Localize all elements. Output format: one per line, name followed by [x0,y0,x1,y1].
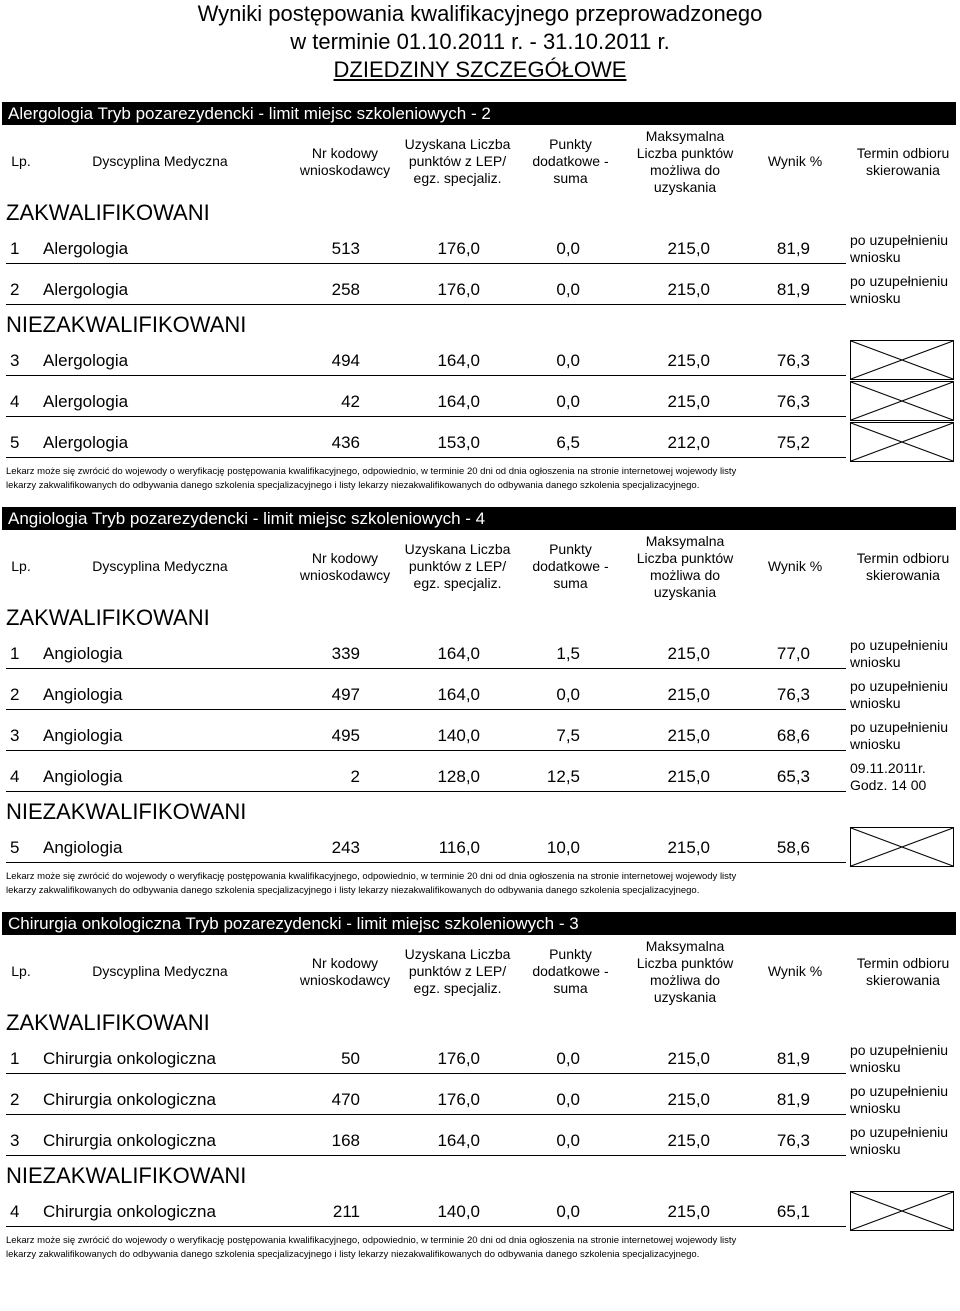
cell-wynik: 81,9 [776,1049,810,1068]
table-row [0,674,960,715]
cell-uzyskana: 164,0 [437,685,480,704]
col-lp: Lp. [11,558,31,574]
cell-uzyskana: 140,0 [437,1202,480,1221]
cell-maks: 215,0 [667,1049,710,1068]
section-2 [0,493,960,898]
cell-termin: po uzupełnieniu wniosku [850,273,949,306]
cell-uzyskana: 176,0 [437,1049,480,1068]
row-underline [6,709,846,710]
not-qualified-label: NIEZAKWALIFIKOWANI [6,1163,247,1188]
col-wynik: Wynik % [767,558,823,574]
cell-lp: 5 [10,433,20,452]
appeal-note [0,1234,960,1262]
col-dyscyplina: Dyscyplina Medyczna [92,558,228,574]
table-row [0,228,960,269]
crossed-box [850,422,954,462]
col-uzyskana: Uzyskana Liczba punktów z LEP/ egz. specjaliz. [404,541,511,591]
col-termin: Termin odbioru skierowania [856,549,950,583]
table-row [0,340,960,381]
document-header [0,0,960,102]
cell-lp: 3 [10,1131,20,1150]
section-gap [0,493,960,507]
title-line-2: w terminie 01.10.2011 r. - 31.10.2011 r. [290,29,670,54]
col-uzyskana: Uzyskana Liczba punktów z LEP/ egz. specjaliz. [404,136,511,186]
row-underline [6,1114,846,1115]
cell-maks: 215,0 [667,239,710,258]
col-maks: Maksymalna Liczba punktów możliwa do uzyskania [636,532,734,600]
column-headers [0,935,960,1008]
cell-termin: po uzupełnieniu wniosku [850,1124,949,1157]
cell-uzyskana: 176,0 [437,280,480,299]
section-1 [0,102,960,493]
cell-wynik: 68,6 [776,726,810,745]
cell-dyscyplina: Chirurgia onkologiczna [43,1131,216,1150]
cell-nr: 168 [331,1131,360,1150]
cell-dyscyplina: Chirurgia onkologiczna [43,1090,216,1109]
cell-uzyskana: 128,0 [437,767,480,786]
cell-punkty: 0,0 [556,392,580,411]
col-punkty: Punkty dodatkowe - suma [532,946,609,996]
cell-lp: 1 [10,239,20,258]
cell-dyscyplina: Angiologia [43,644,123,663]
table-row [0,633,960,674]
row-underline [6,416,846,417]
cell-nr: 211 [332,1202,360,1221]
cell-termin: po uzupełnieniu wniosku [850,678,949,711]
cell-lp: 1 [10,644,20,663]
cell-maks: 215,0 [667,685,710,704]
cell-maks: 215,0 [667,1131,710,1150]
cell-wynik: 75,2 [776,433,810,452]
appeal-note [0,465,960,493]
table-row [0,827,960,868]
title-line-3: DZIEDZINY SZCZEGÓŁOWE [333,57,627,82]
cell-termin: po uzupełnieniu wniosku [850,232,949,265]
col-dyscyplina: Dyscyplina Medyczna [92,153,228,169]
cell-punkty: 10,0 [546,838,580,857]
title-line-1: Wyniki postępowania kwalifikacyjnego przeprowadzonego [197,1,763,26]
cell-lp: 2 [10,280,20,299]
col-wynik: Wynik % [767,963,823,979]
cell-punkty: 0,0 [556,1131,580,1150]
cell-wynik: 58,6 [776,838,810,857]
cell-maks: 215,0 [667,1202,710,1221]
col-punkty: Punkty dodatkowe - suma [532,541,609,591]
cell-termin: 09.11.2011r. Godz. 14 00 [850,760,927,793]
cell-punkty: 0,0 [556,280,580,299]
cell-maks: 215,0 [667,1090,710,1109]
col-punkty: Punkty dodatkowe - suma [532,136,609,186]
table-row [0,381,960,422]
col-maks: Maksymalna Liczba punktów możliwa do uzyskania [636,937,734,1005]
cell-nr: 495 [331,726,360,745]
appeal-note [0,870,960,898]
row-underline [6,457,846,458]
cell-termin: po uzupełnieniu wniosku [850,1083,949,1116]
section-header: Chirurgia onkologiczna Tryb pozarezydencki - limit miejsc szkoleniowych - 3 [2,912,956,935]
cell-punkty: 0,0 [556,1090,580,1109]
cell-lp: 3 [10,726,20,745]
cell-dyscyplina: Alergologia [43,351,129,370]
cell-uzyskana: 164,0 [437,351,480,370]
cell-punkty: 0,0 [556,239,580,258]
cell-maks: 215,0 [667,767,710,786]
cell-wynik: 76,3 [776,685,810,704]
crossed-box [850,1191,954,1231]
cell-lp: 1 [10,1049,20,1068]
col-maks: Maksymalna Liczba punktów możliwa do uzyskania [636,127,734,195]
cell-uzyskana: 164,0 [437,392,480,411]
table-row [0,756,960,797]
col-lp: Lp. [11,153,31,169]
cell-wynik: 81,9 [776,239,810,258]
row-underline [6,263,846,264]
appeal-note-line-1: Lekarz może się zwrócić do wojewody o weryfikację postępowania kwalifikacyjnego, odpowiednio, w terminie 20 dni od dnia ogłoszenia na stronie internetowej wojewody listy [6,1235,737,1246]
row-underline [6,750,846,751]
cell-punkty: 0,0 [556,351,580,370]
cell-wynik: 76,3 [776,351,810,370]
appeal-note-line-2: lekarzy zakwalifikowanych do odbywania danego szkolenia specjalizacyjnego i listy lekarzy niezakwalifikowanych do odbywania danego szkolenia specjalizacyjnego. [6,480,700,491]
cell-nr: 2 [350,767,360,786]
col-uzyskana: Uzyskana Liczba punktów z LEP/ egz. specjaliz. [404,946,511,996]
not-qualified-label: NIEZAKWALIFIKOWANI [6,799,247,824]
appeal-note-line-2: lekarzy zakwalifikowanych do odbywania danego szkolenia specjalizacyjnego i listy lekarzy niezakwalifikowanych do odbywania danego szkolenia specjalizacyjnego. [6,885,700,896]
cell-wynik: 76,3 [776,392,810,411]
table-row [0,715,960,756]
table-row [0,422,960,463]
cell-lp: 4 [10,392,20,411]
col-termin: Termin odbioru skierowania [856,954,950,988]
crossed-box [850,340,954,380]
cell-maks: 215,0 [667,280,710,299]
cell-lp: 4 [10,1202,20,1221]
cell-maks: 212,0 [667,433,710,452]
cell-lp: 5 [10,838,20,857]
cell-uzyskana: 176,0 [437,239,480,258]
col-nr-kodowy: Nr kodowy wnioskodawcy [299,549,391,583]
cell-dyscyplina: Alergologia [43,280,129,299]
cell-maks: 215,0 [667,392,710,411]
cell-nr: 258 [331,280,360,299]
cell-punkty: 0,0 [556,685,580,704]
cell-nr: 50 [341,1049,360,1068]
cell-maks: 215,0 [667,351,710,370]
cell-uzyskana: 153,0 [437,433,480,452]
cell-wynik: 77,0 [776,644,810,663]
cell-lp: 3 [10,351,20,370]
qualified-label: ZAKWALIFIKOWANI [6,1010,210,1035]
crossed-box [850,381,954,421]
crossed-box [850,827,954,867]
cell-nr: 436 [331,433,360,452]
table-row [0,269,960,310]
col-nr-kodowy: Nr kodowy wnioskodawcy [299,954,391,988]
cell-punkty: 7,5 [556,726,580,745]
cell-maks: 215,0 [667,726,710,745]
cell-dyscyplina: Angiologia [43,767,123,786]
appeal-note-line-2: lekarzy zakwalifikowanych do odbywania danego szkolenia specjalizacyjnego i listy lekarzy niezakwalifikowanych do odbywania danego szkolenia specjalizacyjnego. [6,1249,700,1260]
cell-dyscyplina: Alergologia [43,239,129,258]
cell-termin: po uzupełnieniu wniosku [850,637,949,670]
col-termin: Termin odbioru skierowania [856,144,950,178]
cell-nr: 339 [331,644,360,663]
cell-wynik: 81,9 [776,280,810,299]
cell-punkty: 0,0 [556,1049,580,1068]
col-dyscyplina: Dyscyplina Medyczna [92,963,228,979]
cell-dyscyplina: Alergologia [43,433,129,452]
document-title [0,0,960,84]
appeal-note-line-1: Lekarz może się zwrócić do wojewody o weryfikację postępowania kwalifikacyjnego, odpowiednio, w terminie 20 dni od dnia ogłoszenia na stronie internetowej wojewody listy [6,871,737,882]
column-headers [0,530,960,603]
results-sections [0,102,960,1262]
section-gap [0,898,960,912]
cell-dyscyplina: Angiologia [43,726,123,745]
section-header: Angiologia Tryb pozarezydencki - limit miejsc szkoleniowych - 4 [2,507,956,530]
cell-uzyskana: 176,0 [437,1090,480,1109]
table-row [0,1079,960,1120]
cell-dyscyplina: Angiologia [43,685,123,704]
cell-punkty: 1,5 [556,644,580,663]
section-3 [0,898,960,1262]
row-underline [6,862,846,863]
col-nr-kodowy: Nr kodowy wnioskodawcy [299,144,391,178]
cell-nr: 42 [341,392,360,411]
row-underline [6,1226,846,1227]
cell-termin: po uzupełnieniu wniosku [850,719,949,752]
not-qualified-label: NIEZAKWALIFIKOWANI [6,312,247,337]
cell-dyscyplina: Chirurgia onkologiczna [43,1202,216,1221]
row-underline [6,668,846,669]
table-row [0,1191,960,1232]
cell-termin: po uzupełnieniu wniosku [850,1042,949,1075]
cell-lp: 2 [10,685,20,704]
table-row [0,1120,960,1161]
table-row [0,1038,960,1079]
row-underline [6,304,846,305]
cell-uzyskana: 164,0 [437,1131,480,1150]
cell-lp: 4 [10,767,20,786]
cell-punkty: 12,5 [546,767,580,786]
col-wynik: Wynik % [767,153,823,169]
qualified-label: ZAKWALIFIKOWANI [6,605,210,630]
appeal-note-line-1: Lekarz może się zwrócić do wojewody o weryfikację postępowania kwalifikacyjnego, odpowiednio, w terminie 20 dni od dnia ogłoszenia na stronie internetowej wojewody listy [6,466,737,477]
cell-wynik: 65,3 [776,767,810,786]
section-header: Alergologia Tryb pozarezydencki - limit miejsc szkoleniowych - 2 [2,102,956,125]
qualified-label: ZAKWALIFIKOWANI [6,200,210,225]
column-headers [0,125,960,198]
cell-dyscyplina: Chirurgia onkologiczna [43,1049,216,1068]
cell-dyscyplina: Angiologia [43,838,123,857]
cell-lp: 2 [10,1090,20,1109]
cell-nr: 497 [331,685,360,704]
cell-wynik: 65,1 [776,1202,810,1221]
cell-nr: 243 [331,838,360,857]
cell-punkty: 6,5 [556,433,580,452]
cell-wynik: 76,3 [776,1131,810,1150]
cell-wynik: 81,9 [776,1090,810,1109]
cell-nr: 494 [331,351,360,370]
row-underline [6,375,846,376]
cell-uzyskana: 116,0 [438,838,480,857]
cell-maks: 215,0 [667,838,710,857]
cell-maks: 215,0 [667,644,710,663]
cell-nr: 470 [331,1090,360,1109]
row-underline [6,791,846,792]
row-underline [6,1073,846,1074]
cell-nr: 513 [331,239,360,258]
row-underline [6,1155,846,1156]
cell-dyscyplina: Alergologia [43,392,129,411]
col-lp: Lp. [11,963,31,979]
cell-uzyskana: 164,0 [437,644,480,663]
cell-uzyskana: 140,0 [437,726,480,745]
cell-punkty: 0,0 [556,1202,580,1221]
